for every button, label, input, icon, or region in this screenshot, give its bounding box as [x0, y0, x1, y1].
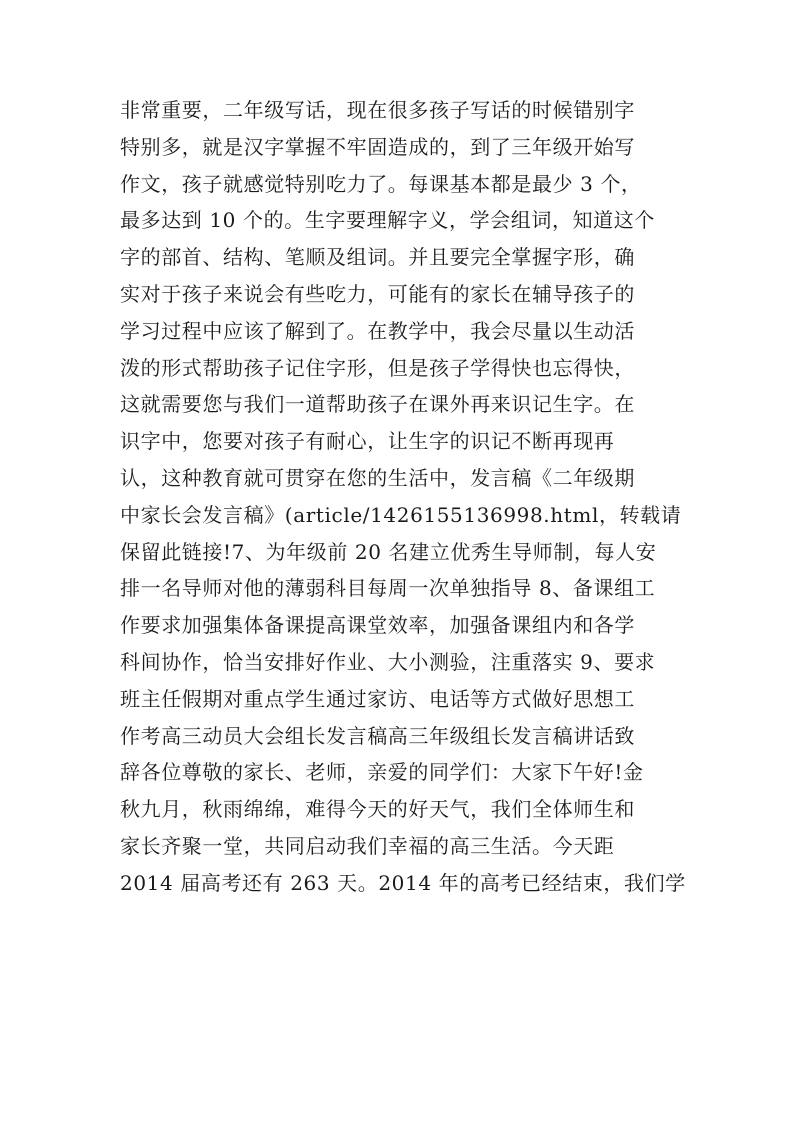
text-line: 作要求加强集体备课提高课堂效率，加强备课组内和各学 [120, 613, 635, 638]
text-line: 作文，孩子就感觉特别吃力了。每课基本都是最少 3 个， [120, 171, 642, 196]
text-line: 家长齐聚一堂，共同启动我们幸福的高三生活。今天距 [120, 833, 615, 858]
text-line: 辞各位尊敬的家长、老师，亲爱的同学们：大家下午好!金 [120, 760, 644, 785]
text-line: 作考高三动员大会组长发言稿高三年级组长发言稿讲话致 [120, 723, 635, 748]
body-text [120, 92, 690, 902]
text-line: 排一名导师对他的薄弱科目每周一次单独指导 8、备课组工 [120, 576, 656, 601]
text-line: 认，这种教育就可贯穿在您的生活中，发言稿《二年级期 [120, 465, 635, 490]
text-line: 保留此链接!7、为年级前 20 名建立优秀生导师制，每人安 [120, 539, 657, 564]
text-line: 非常重要，二年级写话，现在很多孩子写话的时候错别字 [120, 98, 635, 122]
text-line: 这就需要您与我们一道帮助孩子在课外再来识记生字。在 [120, 392, 635, 417]
text-line: 秋九月，秋雨绵绵，难得今天的好天气，我们全体师生和 [120, 797, 635, 822]
text-line: 学习过程中应该了解到了。在教学中，我会尽量以生动活 [120, 318, 635, 343]
text-line: 字的部首、结构、笔顺及组词。并且要完全掌握字形，确 [120, 245, 635, 270]
text-line: 科间协作，恰当安排好作业、大小测验，注重落实 9、要求 [120, 649, 656, 674]
text-line: 最多达到 10 个的。生字要理解字义，学会组词，知道这个 [120, 208, 655, 233]
text-line: 班主任假期对重点学生通过家访、电话等方式做好思想工 [120, 686, 635, 711]
text-line: 特别多，就是汉字掌握不牢固造成的，到了三年级开始写 [120, 134, 635, 159]
text-line: 2014 届高考还有 263 天。2014 年的高考已经结束，我们学 [120, 870, 686, 895]
text-line: 泼的形式帮助孩子记住字形，但是孩子学得快也忘得快， [120, 355, 635, 380]
text-line: 实对于孩子来说会有些吃力，可能有的家长在辅导孩子的 [120, 281, 635, 306]
text-line: 识字中，您要对孩子有耐心，让生字的识记不断再现再 [120, 429, 615, 454]
text-line: 中家长会发言稿》(article/1426155136998.html，转载请 [120, 502, 682, 527]
